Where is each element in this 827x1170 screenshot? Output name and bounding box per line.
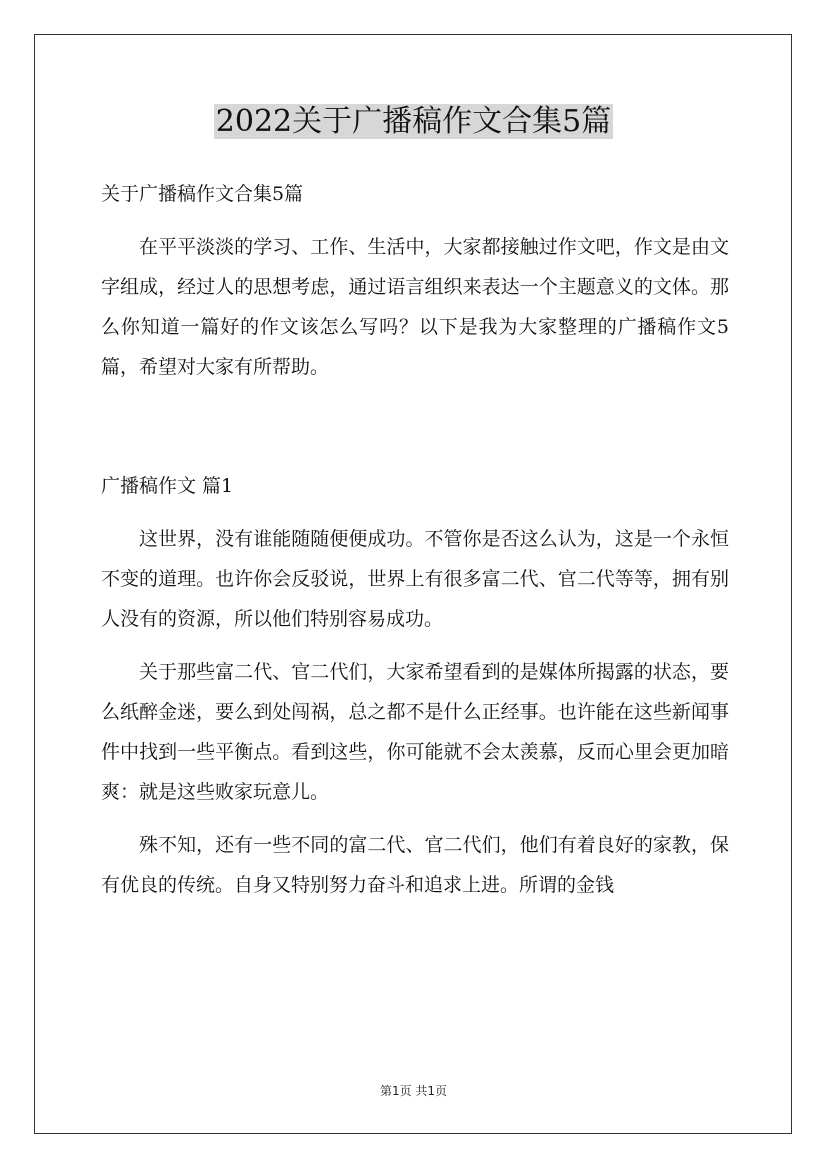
document-subtitle: 关于广播稿作文合集5篇 [101, 183, 304, 205]
section-heading: 广播稿作文 篇1 [101, 475, 234, 497]
section-spacer [101, 400, 729, 466]
body-paragraph: 关于那些富二代、官二代们，大家希望看到的是媒体所揭露的状态，要么纸醉金迷，要么到处闯祸，总之都不是什么正经事。也许能在这些新闻事件中找到一些平衡点。看到这些，你可能就不会太羡慕，反而心里会更加暗爽：就是这些败家玩意儿。 [101, 661, 729, 803]
document-title [0, 100, 827, 144]
page-number-footer: 第1页 共1页 [379, 1084, 448, 1098]
document-title-text: 2022关于广播稿作文合集5篇 [215, 104, 612, 139]
intro-paragraph: 在平平淡淡的学习、工作、生活中，大家都接触过作文吧，作文是由文字组成，经过人的思想考虑，通过语言组织来表达一个主题意义的文体。那么你知道一篇好的作文该怎么写吗？以下是我为大家整理的广播稿作文5篇，希望对大家有所帮助。 [101, 236, 729, 378]
body-paragraph: 殊不知，还有一些不同的富二代、官二代们，他们有着良好的家教，保有优良的传统。自身又特别努力奋斗和追求上进。所谓的金钱 [101, 834, 729, 896]
document-body [101, 174, 729, 918]
body-paragraph: 这世界，没有谁能随随便便成功。不管你是否这么认为，这是一个永恒不变的道理。也许你会反驳说，世界上有很多富二代、官二代等等，拥有别人没有的资源，所以他们特别容易成功。 [101, 528, 729, 630]
